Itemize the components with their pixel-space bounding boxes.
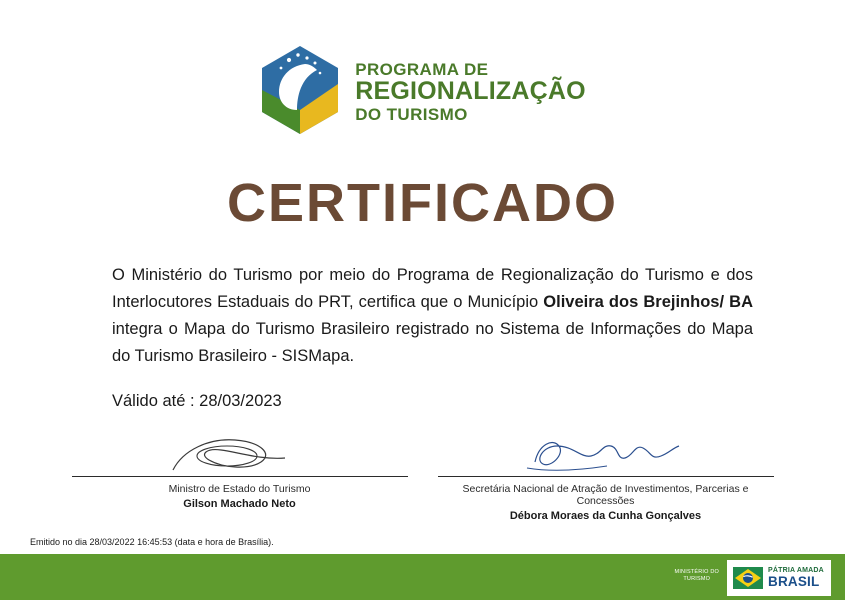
logo-line-2: REGIONALIZAÇÃO: [355, 77, 586, 106]
signature-name: Gilson Machado Neto: [183, 498, 296, 510]
signature-scribble-minister: [72, 432, 408, 476]
signature-role: Ministro de Estado do Turismo: [168, 483, 311, 495]
footer-bar: [0, 554, 845, 600]
municipality-name: Oliveira dos Brejinhos/ BA: [543, 293, 753, 311]
signature-line: [72, 476, 408, 477]
signature-area: [0, 432, 845, 522]
brasil-wordmark: BRASIL: [768, 573, 820, 589]
brasil-logo: [727, 560, 831, 596]
page-title: CERTIFICADO: [227, 173, 618, 233]
validity-text: Válido até : 28/03/2023: [112, 392, 282, 410]
government-branding: [675, 560, 831, 596]
issued-timestamp: Emitido no dia 28/03/2022 16:45:53 (data e hora de Brasília).: [30, 537, 274, 547]
regionalizacao-hexagon-logo: [259, 44, 341, 136]
signature-block-secretary: [438, 432, 774, 522]
body-text-part-2: integra o Mapa do Turismo Brasileiro registrado no Sistema de Informações do Mapa do Turismo Brasileiro - SISMapa.: [112, 320, 753, 365]
ministry-line-2: TURISMO: [683, 576, 711, 582]
signature-role: Secretária Nacional de Atração de Investimentos, Parcerias e Concessões: [462, 483, 749, 507]
ministry-line-1: MINISTÉRIO DO: [674, 569, 719, 575]
signature-block-minister: [72, 432, 408, 522]
certificate-body: [112, 262, 753, 370]
ministry-label: [675, 569, 719, 587]
signature-scribble-secretary: [438, 432, 774, 476]
signature-name: Débora Moraes da Cunha Gonçalves: [509, 510, 702, 522]
logo-line-3: DO TURISMO: [355, 104, 468, 124]
signature-line: [438, 476, 774, 477]
brasil-tagline: PÁTRIA AMADA: [768, 567, 824, 575]
logo-line-1: PROGRAMA DE: [355, 59, 489, 79]
brasil-flag-icon: [733, 567, 763, 589]
program-logo: [0, 44, 845, 136]
body-text-part-1: O Ministério do Turismo por meio do Programa de Regionalização do Turismo e dos Interlocutores Estaduais do PRT, certifica que o Município: [112, 266, 753, 311]
